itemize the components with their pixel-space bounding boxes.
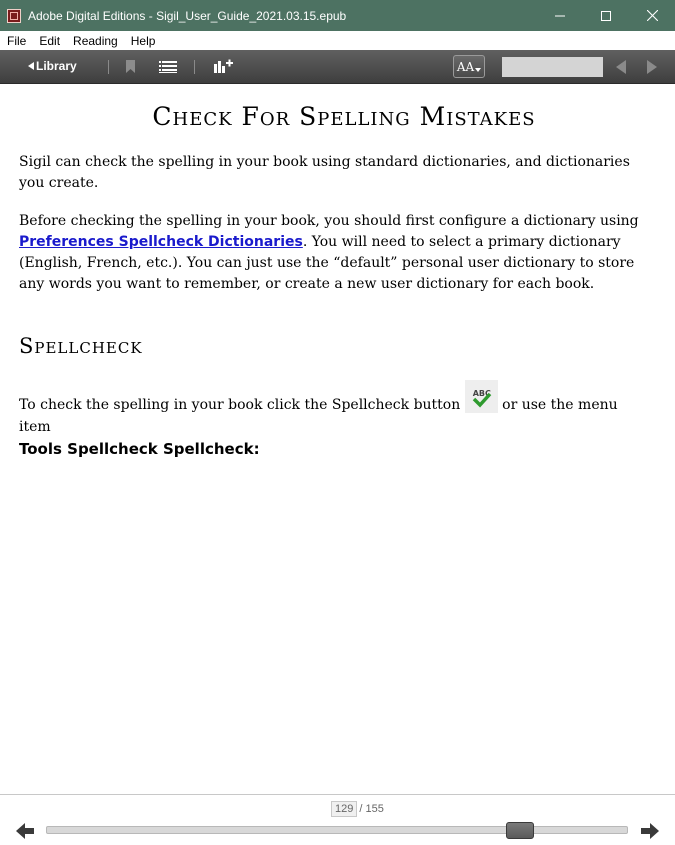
toolbar-divider	[108, 60, 109, 74]
spellcheck-icon	[465, 380, 498, 413]
menu-file[interactable]: File	[7, 33, 27, 48]
search-prev-icon[interactable]	[615, 60, 627, 74]
paragraph-text: or use the menu item	[19, 397, 618, 435]
reader-toolbar	[0, 50, 675, 84]
window-title: Adobe Digital Editions - Sigil_User_Guide_2021.03.15.epub	[28, 8, 347, 23]
chapter-title: Check For Spelling Mistakes	[152, 102, 536, 131]
minimize-button[interactable]	[537, 0, 583, 31]
library-label: Library	[36, 59, 77, 73]
total-pages: / 155	[359, 803, 384, 815]
section-title: Spellcheck	[19, 334, 143, 358]
page-indicator	[331, 801, 384, 817]
menu-help[interactable]: Help	[130, 33, 156, 48]
menu-edit[interactable]: Edit	[39, 33, 61, 48]
menu-reading[interactable]: Reading	[73, 33, 118, 48]
search-input[interactable]	[502, 57, 603, 77]
close-button[interactable]	[629, 0, 675, 31]
toolbar-divider	[194, 60, 195, 74]
minimize-icon	[555, 11, 565, 21]
list-icon[interactable]	[159, 60, 177, 74]
preferences-link[interactable]: Preferences Spellcheck Dictionaries	[19, 234, 303, 250]
menu-bar	[0, 31, 675, 50]
page-navigation	[0, 794, 675, 845]
page-slider-thumb[interactable]	[506, 822, 534, 839]
paragraph-text: Before checking the spelling in your book, you should first configure a dictionary using	[19, 213, 639, 229]
search-next-icon[interactable]	[646, 60, 658, 74]
chart-add-icon[interactable]	[213, 58, 233, 74]
window-controls	[537, 0, 675, 31]
paragraph-preferences	[19, 211, 639, 295]
previous-page-icon[interactable]	[16, 823, 34, 839]
spellcheck-icon-text: ABC	[472, 389, 491, 398]
title-bar	[0, 0, 675, 31]
bookmark-icon[interactable]	[125, 59, 136, 74]
font-size-button[interactable]	[453, 55, 485, 78]
maximize-icon	[601, 11, 611, 21]
back-triangle-icon	[28, 62, 34, 70]
page-slider-track[interactable]	[46, 826, 628, 834]
paragraph-spellcheck	[19, 380, 639, 461]
checkmark-icon	[472, 392, 492, 408]
paragraph-text: . You will need to select a primary dictionary (English, French, etc.). You can just use the “default” personal user dictionary to store any words you want to remember, or create a new user dictionary for each book.	[19, 234, 635, 292]
close-icon	[647, 10, 658, 21]
menu-path: Tools Spellcheck Spellcheck:	[19, 440, 260, 458]
adobe-digital-editions-icon	[7, 9, 21, 23]
next-page-icon[interactable]	[641, 823, 659, 839]
library-button[interactable]	[28, 59, 77, 73]
paragraph-intro: Sigil can check the spelling in your book using standard dictionaries, and dictionaries you create.	[19, 154, 630, 191]
maximize-button[interactable]	[583, 0, 629, 31]
paragraph-text: To check the spelling in your book click the Spellcheck button	[19, 397, 465, 413]
current-page-field[interactable]: 129	[331, 801, 357, 817]
font-size-label: AA	[456, 59, 475, 74]
chevron-down-icon	[475, 68, 481, 72]
